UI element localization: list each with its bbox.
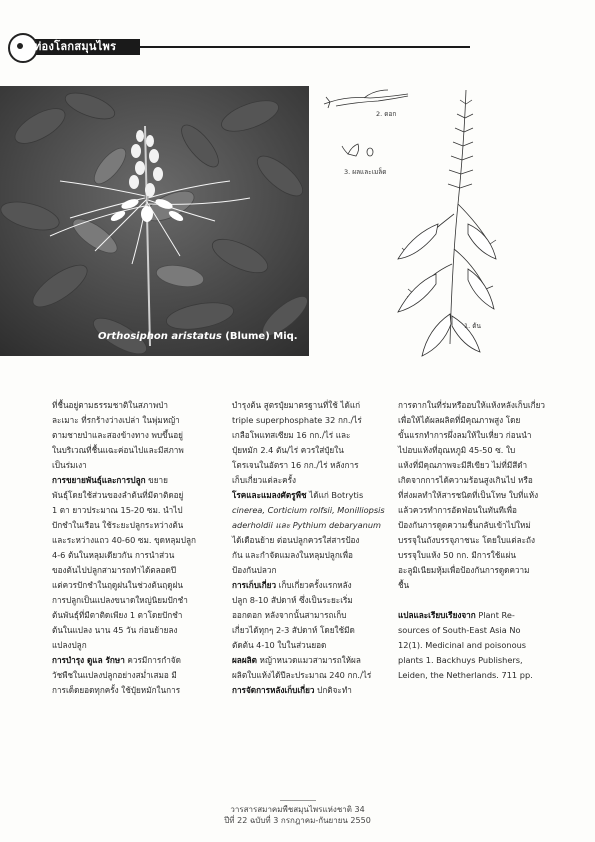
column-text: ขยาย [145, 475, 168, 485]
column-line [232, 638, 402, 653]
column-text: ปักชำในเรือน ใช้ระยะปลูกระหว่างต้น [52, 520, 184, 530]
column-heading: แปลและเรียบเรียงจาก [398, 610, 476, 620]
column-text: การปลูกเป็นแปลงขนาดใหญ่นิยมปักชำ [52, 595, 188, 605]
column-line [398, 518, 570, 533]
column-text: บรรจุใบแห้ง 50 กก. มีการใช้แผ่น [398, 550, 516, 560]
column-line [398, 548, 570, 563]
column-text: การตากในที่ร่มหรืออบให้แห้งหลังเก็บเกี่ยว [398, 400, 546, 410]
photo-caption-species: Orthosiphon aristatus [98, 331, 222, 342]
column-text: triple superphosphate 32 กก./ไร่ [232, 415, 362, 425]
column-text: aderholdii และ Pythium debaryanum [232, 520, 381, 530]
column-line [232, 458, 402, 473]
column-line [398, 563, 570, 578]
column-line [52, 653, 222, 668]
column-text: บรรจุในถังบรรจุภาชนะ โดยใบแต่ละถัง [398, 535, 535, 545]
photo-caption [98, 331, 298, 342]
column-heading: การจัดการหลังเก็บเกี่ยว [232, 685, 315, 695]
column-text: เก็บเกี่ยวครั้งแรกหลัง [276, 580, 352, 590]
column-line [232, 503, 402, 518]
column-line [52, 518, 222, 533]
column-line [52, 578, 222, 593]
column-text: พันธุ์โดยใช้ส่วนของลำต้นที่มีตาติดอยู่ [52, 490, 184, 500]
column-text: เกี่ยวได้ทุกๆ 2-3 สัปดาห์ โดยใช้มีด [232, 625, 355, 635]
column-line [398, 428, 570, 443]
column-text: ปุ๋ยหมัก 2.4 ตัน/ไร่ ควรใส่ปุ๋ยใน [232, 445, 344, 455]
column-text: cinerea, Corticium rolfsii, Monilliopsis [232, 505, 385, 515]
column-text: เป็นร่มเงา [52, 460, 87, 470]
column-text: เก็บเกี่ยวแต่ละครั้ง [232, 475, 296, 485]
drawing-label-stem: 1. ต้น [464, 322, 481, 330]
column-line [398, 638, 570, 653]
column-line [232, 413, 402, 428]
header-circle-dot [17, 43, 23, 49]
column-line [52, 608, 222, 623]
plant-photo [0, 86, 309, 356]
column-text: ที่ส่งผลทำให้สารชนิดที่เป็นโทษ ใบที่แห้ง [398, 490, 539, 500]
column-text: ป้องกันการดูดความชื้นกลับเข้าไปใหม่ [398, 520, 531, 530]
text-column-1 [52, 398, 222, 698]
column-line [52, 413, 222, 428]
column-heading: ผลผลิต [232, 655, 257, 665]
column-line [52, 623, 222, 638]
column-line [232, 548, 402, 563]
column-line [398, 593, 570, 608]
column-text: เกลือโพแทสเซียม 16 กก./ไร่ และ [232, 430, 351, 440]
column-text: 1 ตา ยาวประมาณ 15-20 ซม. นำไป [52, 505, 183, 515]
column-line [52, 548, 222, 563]
column-text: plants 1. Backhuys Publishers, [398, 655, 523, 665]
column-text: ต้นในแปลง นาน 45 วัน ก่อนย้ายลง [52, 625, 178, 635]
column-heading: โรคและแมลงศัตรูพืช [232, 490, 307, 500]
column-line [232, 533, 402, 548]
header-rule [140, 46, 470, 48]
botanical-drawing [318, 84, 498, 366]
column-line [232, 428, 402, 443]
column-text: ผลิตใบแห้งได้ปีละประมาณ 240 กก./ไร่ [232, 670, 372, 680]
column-line [398, 458, 570, 473]
column-line [52, 683, 222, 698]
footer-rule [280, 800, 316, 801]
footer-journal-line: วารสารสมาคมพืชสมุนไพรแห่งชาติ 34 [230, 805, 365, 814]
column-text: แต่ควรปักชำในฤดูฝนในช่วงต้นฤดูฝน [52, 580, 183, 590]
column-text: แล้วควรทำการอัดฟ่อนในทันทีเพื่อ [398, 505, 517, 515]
column-line [398, 653, 570, 668]
column-heading: การเก็บเกี่ยว [232, 580, 277, 590]
column-line [398, 413, 570, 428]
column-text: ของต้นไปปลูกสามารถทำได้ตลอดปี [52, 565, 177, 575]
column-line [52, 428, 222, 443]
column-line [232, 563, 402, 578]
column-line [52, 503, 222, 518]
page-footer [0, 800, 595, 826]
column-text: โตรเจนในอัตรา 16 กก./ไร่ หลังการ [232, 460, 359, 470]
column-line [232, 488, 402, 503]
column-text: ได้แก่ Botrytis [306, 490, 364, 500]
column-line [398, 578, 570, 593]
column-line [398, 623, 570, 638]
photo-caption-author: (Blume) Miq. [221, 331, 298, 342]
column-line [398, 473, 570, 488]
column-text: หญ้าหนวดแมวสามารถให้ผล [256, 655, 361, 665]
drawing-label-fruit: 3. ผลและเมล็ด [344, 168, 387, 176]
column-line [52, 668, 222, 683]
column-text: sources of South-East Asia No [398, 625, 521, 635]
section-header [0, 30, 595, 60]
column-text: แห้งที่มีคุณภาพจะมีสีเขียว ไม่ที่มีสีดำ [398, 460, 528, 470]
column-text: ในบริเวณที่ชื้นแฉะค่อนไปและมีสภาพ [52, 445, 184, 455]
column-line [232, 608, 402, 623]
column-line [52, 533, 222, 548]
column-line [398, 668, 570, 683]
column-text: ต้นพันธุ์ที่มีตาติดเพียง 1 ตาโดยปักชำ [52, 610, 183, 620]
column-text: 4-6 ต้นในหลุมเดียวกัน การนำส่วน [52, 550, 175, 560]
column-text: 12(1). Medicinal and poisonous [398, 640, 527, 650]
column-line [232, 473, 402, 488]
column-text: เพื่อให้ได้ผลผลิตที่มีคุณภาพสูง โดย [398, 415, 521, 425]
column-line [52, 488, 222, 503]
column-line [232, 518, 402, 533]
column-text: Leiden, the Netherlands. 711 pp. [398, 670, 533, 680]
column-line [232, 443, 402, 458]
column-text: บำรุงต้น สูตรปุ๋ยมาตรฐานที่ใช้ ได้แก่ [232, 400, 361, 410]
column-line [52, 443, 222, 458]
section-title: ท่องโลกสมุนไพร [34, 40, 117, 53]
column-text: ควรมีการกำจัด [124, 655, 181, 665]
column-line [52, 593, 222, 608]
column-line [52, 563, 222, 578]
column-text: กัน และกำจัดแมลงในหลุมปลูกเพื่อ [232, 550, 353, 560]
column-text: ได้เดือนย้าย ต่อนปลูกควรใส่สารป้อง [232, 535, 360, 545]
column-line [232, 683, 402, 698]
column-line [52, 398, 222, 413]
column-line [232, 668, 402, 683]
column-line [232, 398, 402, 413]
column-heading: การบำรุง ดูแล รักษา [52, 655, 125, 665]
column-line [398, 488, 570, 503]
column-text: แปลงปลูก [52, 640, 87, 650]
column-line [232, 593, 402, 608]
column-text: ไปอบแห้งที่อุณหภูมิ 45-50 ซ. ใบ [398, 445, 516, 455]
text-column-3 [398, 398, 570, 683]
column-line [52, 473, 222, 488]
botanical-drawing-image [318, 84, 498, 366]
column-line [398, 608, 570, 623]
drawing-label-flower: 2. ดอก [376, 110, 397, 118]
column-text: วัชพืชในแปลงปลูกอย่างสม่ำเสมอ มี [52, 670, 177, 680]
column-line [398, 503, 570, 518]
plant-photo-image [0, 86, 309, 356]
column-text: เกิดจากการได้ความร้อนสูงเกินไป หรือ [398, 475, 533, 485]
column-line [398, 533, 570, 548]
column-text: และระหว่างแถว 40-60 ซม. ขุดหลุมปลูก [52, 535, 196, 545]
column-line [232, 623, 402, 638]
column-text: ตามชายป่าและสองข้างทาง พบขึ้นอยู่ [52, 430, 183, 440]
column-line [52, 638, 222, 653]
column-line [52, 458, 222, 473]
column-text: การเด็ดยอดทุกครั้ง ใช้ปุ๋ยหมักในการ [52, 685, 181, 695]
column-text: ออกดอก หลังจากนั้นสามารถเก็บ [232, 610, 347, 620]
column-text: ชื้น [398, 580, 410, 590]
column-line [398, 443, 570, 458]
column-text: ขั้นแรกทำการผึ่งลมให้ใบเหี่ยว ก่อนนำ [398, 430, 532, 440]
column-text: ละเมาะ ที่รกร้างว่างเปล่า ในพุ่มหญ้า [52, 415, 180, 425]
column-text: ตัดต้น 4-10 ใบในส่วนยอด [232, 640, 327, 650]
column-text: ป้องกันปลวก [232, 565, 277, 575]
column-heading: การขยายพันธุ์และการปลูก [52, 475, 146, 485]
column-text: ที่ชื้นอยู่ตามธรรมชาติในสภาพป่า [52, 400, 169, 410]
column-line [398, 398, 570, 413]
text-column-2 [232, 398, 402, 698]
footer-issue-line: ปีที่ 22 ฉบับที่ 3 กรกฎาคม-กันยายน 2550 [224, 816, 371, 825]
column-text: ปลูก 8-10 สัปดาห์ ซึ่งเป็นระยะเริ่ม [232, 595, 353, 605]
column-line [232, 653, 402, 668]
column-text: Plant Re- [475, 610, 515, 620]
column-text: อะลูมิเนียมหุ้มเพื่อป้องกันการดูดความ [398, 565, 530, 575]
column-text: ปกติจะทำ [314, 685, 352, 695]
column-line [232, 578, 402, 593]
